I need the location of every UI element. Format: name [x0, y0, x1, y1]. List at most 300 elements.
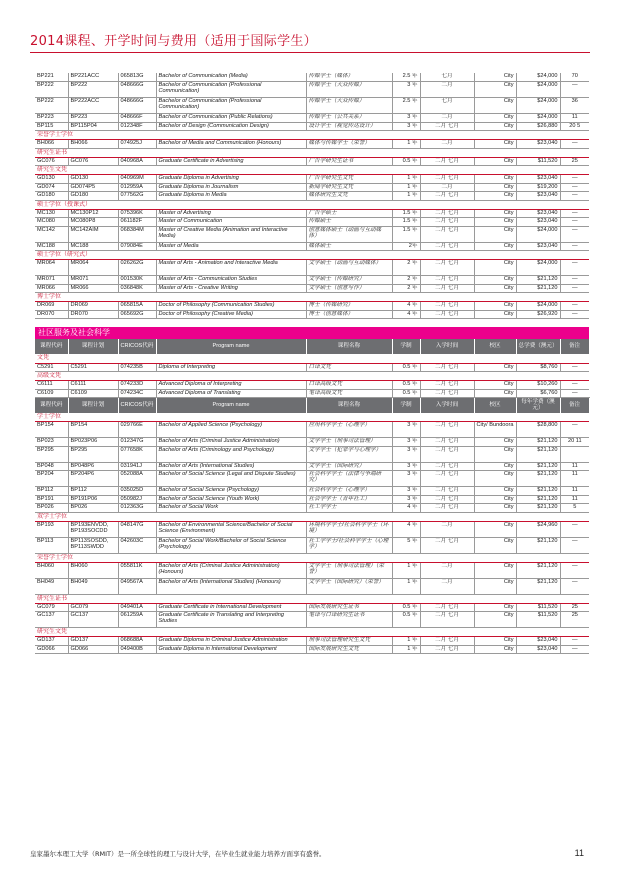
- cell-duration: 4 年: [392, 504, 420, 513]
- cell-program-name: Bachelor of Arts (Criminal Justice Administration) (Honours): [156, 562, 306, 578]
- cell-plan-code: MC080P8: [68, 218, 118, 227]
- cell-program-name-cn: 文学学士（国际研究）: [306, 462, 392, 471]
- cell-program-name: Bachelor of Social Science (Legal and Dispute Studies): [156, 471, 306, 487]
- cell-campus: City: [474, 98, 516, 114]
- cell-program-name-cn: 传媒学士（公共关系）: [306, 114, 392, 123]
- cell-course-code: MR064: [35, 260, 68, 276]
- cell-cricos-code: 074235B: [118, 363, 156, 372]
- cell-cricos-code: 026262G: [118, 260, 156, 276]
- level-heading-row: [35, 148, 589, 157]
- cell-program-name-cn: 广告学硕士: [306, 209, 392, 218]
- cell-plan-code: BP048P6: [68, 462, 118, 471]
- cell-campus: City: [474, 140, 516, 149]
- cell-fee: $21,120: [516, 276, 560, 285]
- level-heading-row: [35, 293, 589, 302]
- cell-program-name: Bachelor of Social Science (Psychology): [156, 487, 306, 496]
- cell-duration: 5 年: [392, 537, 420, 553]
- cell-course-code: BP295: [35, 446, 68, 462]
- cell-note: —: [560, 276, 589, 285]
- cell-course-code: BP113: [35, 537, 68, 553]
- cell-cricos-code: 065815A: [118, 302, 156, 311]
- cell-plan-code: GD074P5: [68, 183, 118, 192]
- cell-campus: City: [474, 73, 516, 82]
- cell-fee: $8,760: [516, 363, 560, 372]
- cell-duration: 3 年: [392, 462, 420, 471]
- cell-intake: 二月 七月: [420, 537, 474, 553]
- cell-fee: $23,040: [516, 175, 560, 184]
- col-header: 入学时间: [420, 398, 474, 413]
- cell-course-code: BP222: [35, 82, 68, 98]
- cell-duration: 3 年: [392, 438, 420, 447]
- table-row: [35, 487, 589, 496]
- cell-campus: City: [474, 438, 516, 447]
- col-header: 校区: [474, 339, 516, 354]
- cell-course-code: BP112: [35, 487, 68, 496]
- cell-program-name-cn: 笔译与口译研究生证书: [306, 612, 392, 628]
- cell-program-name: Master of Arts - Animation and Interactive Media: [156, 260, 306, 276]
- table-row: [35, 603, 589, 612]
- cell-cricos-code: 068384M: [118, 226, 156, 242]
- cell-program-name: Bachelor of Social Work: [156, 504, 306, 513]
- cell-duration: 3 年: [392, 446, 420, 462]
- cell-campus: City: [474, 276, 516, 285]
- course-table-media: [35, 73, 589, 319]
- cell-note: —: [560, 218, 589, 227]
- cell-intake: 二月 七月: [420, 157, 474, 166]
- cell-program-name: Bachelor of Communication (Professional Communication): [156, 82, 306, 98]
- cell-program-name-cn: 文学硕士（动画与互动媒体）: [306, 260, 392, 276]
- cell-intake: 二月 七月: [420, 462, 474, 471]
- cell-fee: $24,000: [516, 98, 560, 114]
- cell-program-name-cn: 博士（传媒研究）: [306, 302, 392, 311]
- col-header: CRICOS代码: [118, 398, 156, 413]
- level-heading: 荣誉学士学位: [35, 553, 589, 562]
- col-header: 课程名称: [306, 398, 392, 413]
- cell-duration: 0.5 年: [392, 612, 420, 628]
- cell-course-code: MR071: [35, 276, 68, 285]
- cell-campus: City: [474, 242, 516, 251]
- cell-duration: 3 年: [392, 422, 420, 438]
- cell-campus: City: [474, 603, 516, 612]
- cell-plan-code: BP193ENVDD, BP193SOCDD: [68, 521, 118, 537]
- cell-plan-code: GC137: [68, 612, 118, 628]
- cell-cricos-code: 074925J: [118, 140, 156, 149]
- cell-course-code: GC076: [35, 157, 68, 166]
- cell-campus: City: [474, 284, 516, 293]
- cell-duration: 1.5 年: [392, 226, 420, 242]
- cell-duration: 2.5 年: [392, 98, 420, 114]
- cell-intake: 二月 七月: [420, 495, 474, 504]
- level-heading-row: [35, 413, 589, 422]
- cell-fee: $24,000: [516, 82, 560, 98]
- cell-intake: 二月 七月: [420, 284, 474, 293]
- cell-fee: $23,040: [516, 242, 560, 251]
- cell-course-code: BP223: [35, 114, 68, 123]
- cell-duration: 0.5 年: [392, 389, 420, 398]
- cell-intake: 七月: [420, 98, 474, 114]
- cell-course-code: GD066: [35, 645, 68, 654]
- cell-course-code: GD180: [35, 192, 68, 201]
- cell-fee: $21,120: [516, 537, 560, 553]
- cell-note: [560, 446, 589, 462]
- cell-duration: 1 年: [392, 645, 420, 654]
- cell-intake: 二月 七月: [420, 603, 474, 612]
- cell-plan-code: BP223: [68, 114, 118, 123]
- cell-plan-code: MR066: [68, 284, 118, 293]
- cell-course-code: GC079: [35, 603, 68, 612]
- cell-intake: 二月: [420, 114, 474, 123]
- cell-program-name-cn: 社工学学士/社会科学学士（心理学）: [306, 537, 392, 553]
- cell-duration: 1 年: [392, 175, 420, 184]
- cell-fee: $23,040: [516, 192, 560, 201]
- cell-fee: $10,260: [516, 381, 560, 390]
- cell-duration: 1 年: [392, 192, 420, 201]
- cell-duration: 1.5 年: [392, 218, 420, 227]
- cell-duration: 3 年: [392, 471, 420, 487]
- cell-program-name-cn: 口译高级文凭: [306, 381, 392, 390]
- table-row: [35, 310, 589, 319]
- cell-cricos-code: 068688A: [118, 637, 156, 646]
- cell-fee: $28,800: [516, 422, 560, 438]
- cell-program-name-cn: 传媒学士（大众传媒）: [306, 82, 392, 98]
- table-header-row: [35, 339, 589, 354]
- cell-program-name-cn: 文学学士（刑事司法管理）: [306, 438, 392, 447]
- cell-program-name: Master of Arts - Creative Writing: [156, 284, 306, 293]
- cell-note: 36: [560, 98, 589, 114]
- cell-program-name: Graduate Certificate in International Development: [156, 603, 306, 612]
- cell-note: —: [560, 140, 589, 149]
- cell-duration: 3 年: [392, 495, 420, 504]
- level-heading-row: [35, 354, 589, 363]
- cell-cricos-code: 012347G: [118, 438, 156, 447]
- cell-campus: City: [474, 363, 516, 372]
- cell-note: —: [560, 578, 589, 594]
- cell-intake: 二月 七月: [420, 363, 474, 372]
- cell-note: —: [560, 363, 589, 372]
- cell-program-name: Bachelor of Design (Communication Design): [156, 122, 306, 131]
- table-row: [35, 218, 589, 227]
- cell-plan-code: BH066: [68, 140, 118, 149]
- cell-program-name-cn: 社会学学士（青年社工）: [306, 495, 392, 504]
- table-row: [35, 209, 589, 218]
- cell-plan-code: BP112: [68, 487, 118, 496]
- cell-fee: $24,000: [516, 114, 560, 123]
- cell-plan-code: DR070: [68, 310, 118, 319]
- cell-duration: 1 年: [392, 183, 420, 192]
- cell-cricos-code: 061259A: [118, 612, 156, 628]
- table-row: [35, 122, 589, 131]
- table-row: [35, 422, 589, 438]
- cell-fee: $26,880: [516, 122, 560, 131]
- cell-program-name-cn: 传媒学士（大众传媒）: [306, 98, 392, 114]
- level-heading-row: [35, 628, 589, 637]
- cell-course-code: C6111: [35, 381, 68, 390]
- cell-fee: $21,120: [516, 446, 560, 462]
- cell-program-name-cn: 刑事司法管理研究生文凭: [306, 637, 392, 646]
- cell-fee: $21,120: [516, 284, 560, 293]
- cell-note: —: [560, 645, 589, 654]
- cell-program-name: Bachelor of Arts (International Studies): [156, 462, 306, 471]
- cell-cricos-code: 042603C: [118, 537, 156, 553]
- table-body-diploma: [35, 354, 589, 398]
- cell-campus: City: [474, 157, 516, 166]
- cell-course-code: BH049: [35, 578, 68, 594]
- cell-campus: City: [474, 612, 516, 628]
- cell-program-name: Graduate Diploma in Advertising: [156, 175, 306, 184]
- cell-cricos-code: 061182F: [118, 218, 156, 227]
- table-row: [35, 226, 589, 242]
- cell-cricos-code: 049401A: [118, 603, 156, 612]
- table-row: [35, 363, 589, 372]
- cell-plan-code: GD137: [68, 637, 118, 646]
- cell-plan-code: GD066: [68, 645, 118, 654]
- cell-plan-code: GC076: [68, 157, 118, 166]
- cell-campus: City: [474, 537, 516, 553]
- cell-campus: City: [474, 504, 516, 513]
- cell-program-name-cn: 国际发展研究生文凭: [306, 645, 392, 654]
- cell-plan-code: MR071: [68, 276, 118, 285]
- cell-course-code: BP154: [35, 422, 68, 438]
- cell-intake: 二月 七月: [420, 226, 474, 242]
- level-heading-row: [35, 251, 589, 260]
- level-heading-row: [35, 200, 589, 209]
- col-header: 备注: [560, 339, 589, 354]
- cell-cricos-code: 012363G: [118, 504, 156, 513]
- cell-intake: 二月 七月: [420, 310, 474, 319]
- cell-course-code: BH060: [35, 562, 68, 578]
- cell-course-code: DR069: [35, 302, 68, 311]
- cell-intake: 二月 七月: [420, 122, 474, 131]
- cell-course-code: BP191: [35, 495, 68, 504]
- cell-note: —: [560, 209, 589, 218]
- cell-program-name: Doctor of Philosophy (Creative Media): [156, 310, 306, 319]
- table-row: [35, 175, 589, 184]
- cell-program-name-cn: 设计学士（视觉传达设计）: [306, 122, 392, 131]
- cell-note: 11: [560, 114, 589, 123]
- cell-program-name: Graduate Diploma in Media: [156, 192, 306, 201]
- cell-duration: 1.5 年: [392, 209, 420, 218]
- table-row: [35, 504, 589, 513]
- cell-program-name: Bachelor of Arts (Criminal Justice Administration): [156, 438, 306, 447]
- cell-program-name-cn: 新闻学研究生文凭: [306, 183, 392, 192]
- level-heading: 研究生文凭: [35, 628, 589, 637]
- cell-course-code: BP115: [35, 122, 68, 131]
- level-heading: 荣誉学士学位: [35, 131, 589, 140]
- cell-program-name: Graduate Certificate in Advertising: [156, 157, 306, 166]
- cell-duration: 3 年: [392, 114, 420, 123]
- cell-fee: $23,040: [516, 637, 560, 646]
- cell-program-name: Bachelor of Arts (Criminology and Psychology): [156, 446, 306, 462]
- cell-note: —: [560, 175, 589, 184]
- cell-course-code: MC188: [35, 242, 68, 251]
- cell-program-name: Bachelor of Communication (Professional Communication): [156, 98, 306, 114]
- cell-cricos-code: 079084E: [118, 242, 156, 251]
- table-row: [35, 537, 589, 553]
- cell-program-name: Master of Communication: [156, 218, 306, 227]
- cell-campus: City: [474, 82, 516, 98]
- cell-note: 11: [560, 462, 589, 471]
- cell-intake: 二月 七月: [420, 276, 474, 285]
- cell-program-name-cn: 传媒学士（媒体）: [306, 73, 392, 82]
- cell-plan-code: BP295: [68, 446, 118, 462]
- col-header: 每年学费（澳元）: [516, 398, 560, 413]
- level-heading-row: [35, 512, 589, 521]
- table-row: [35, 495, 589, 504]
- cell-intake: 二月 七月: [420, 389, 474, 398]
- cell-duration: 2 年: [392, 284, 420, 293]
- cell-note: —: [560, 521, 589, 537]
- cell-duration: 0.5 年: [392, 157, 420, 166]
- cell-intake: 二月 七月: [420, 302, 474, 311]
- cell-duration: 0.5 年: [392, 381, 420, 390]
- level-heading-row: [35, 372, 589, 381]
- cell-program-name-cn: 文学硕士（传媒研究）: [306, 276, 392, 285]
- cell-fee: $19,200: [516, 183, 560, 192]
- level-heading-row: [35, 553, 589, 562]
- table-row: [35, 192, 589, 201]
- col-header: 学制: [392, 398, 420, 413]
- cell-duration: 2.5 年: [392, 73, 420, 82]
- table-row: [35, 446, 589, 462]
- cell-campus: City: [474, 487, 516, 496]
- cell-program-name-cn: 文学硕士（创意写作）: [306, 284, 392, 293]
- cell-campus: City: [474, 562, 516, 578]
- table-row: [35, 242, 589, 251]
- cell-duration: 3 年: [392, 487, 420, 496]
- col-header: 入学时间: [420, 339, 474, 354]
- cell-cricos-code: 048666F: [118, 114, 156, 123]
- table-row: [35, 82, 589, 98]
- cell-note: 25: [560, 603, 589, 612]
- cell-course-code: MC130: [35, 209, 68, 218]
- cell-fee: $24,000: [516, 302, 560, 311]
- cell-fee: $11,520: [516, 603, 560, 612]
- cell-program-name: Graduate Diploma in International Development: [156, 645, 306, 654]
- level-heading: 硕士学位（研究式）: [35, 251, 589, 260]
- cell-duration: 2 年: [392, 260, 420, 276]
- cell-intake: 二月: [420, 82, 474, 98]
- table-row: [35, 645, 589, 654]
- cell-note: —: [560, 389, 589, 398]
- cell-intake: 二月 七月: [420, 192, 474, 201]
- cell-program-name-cn: 广告学研究生证书: [306, 157, 392, 166]
- cell-program-name: Master of Media: [156, 242, 306, 251]
- cell-campus: City/ Bundoora: [474, 422, 516, 438]
- cell-intake: 二月 七月: [420, 612, 474, 628]
- table-row: [35, 302, 589, 311]
- cell-program-name: Graduate Diploma in Journalism: [156, 183, 306, 192]
- cell-note: —: [560, 422, 589, 438]
- table-row: [35, 140, 589, 149]
- table-row: [35, 114, 589, 123]
- table-row: [35, 471, 589, 487]
- cell-program-name-cn: 笔译高级文凭: [306, 389, 392, 398]
- cell-program-name: Graduate Diploma in Criminal Justice Administration: [156, 637, 306, 646]
- cell-note: —: [560, 192, 589, 201]
- cell-program-name: Bachelor of Applied Science (Psychology): [156, 422, 306, 438]
- table-row: [35, 183, 589, 192]
- cell-plan-code: C6109: [68, 389, 118, 398]
- cell-program-name-cn: 国际发展研究生证书: [306, 603, 392, 612]
- cell-course-code: GD130: [35, 175, 68, 184]
- cell-note: —: [560, 302, 589, 311]
- cell-fee: $23,040: [516, 218, 560, 227]
- cell-campus: City: [474, 218, 516, 227]
- cell-duration: 1 年: [392, 578, 420, 594]
- cell-fee: $26,920: [516, 310, 560, 319]
- cell-plan-code: GC079: [68, 603, 118, 612]
- cell-note: —: [560, 381, 589, 390]
- cell-plan-code: BP154: [68, 422, 118, 438]
- cell-fee: $21,120: [516, 495, 560, 504]
- cell-plan-code: DR069: [68, 302, 118, 311]
- cell-cricos-code: 048666G: [118, 82, 156, 98]
- table-row: [35, 98, 589, 114]
- cell-fee: $11,520: [516, 612, 560, 628]
- cell-campus: City: [474, 226, 516, 242]
- cell-fee: $24,000: [516, 226, 560, 242]
- col-header: 课程代码: [35, 398, 68, 413]
- cell-fee: $21,120: [516, 578, 560, 594]
- cell-cricos-code: 065692G: [118, 310, 156, 319]
- table-row: [35, 612, 589, 628]
- cell-fee: $24,960: [516, 521, 560, 537]
- level-heading: 研究生证书: [35, 594, 589, 603]
- cell-program-name-cn: 媒体与传媒学士（荣誉）: [306, 140, 392, 149]
- cell-note: 5: [560, 504, 589, 513]
- col-header: Program name: [156, 398, 306, 413]
- cell-cricos-code: 074234C: [118, 389, 156, 398]
- cell-program-name-cn: 文学学士（国际研究）（荣誉）: [306, 578, 392, 594]
- cell-cricos-code: 077658K: [118, 446, 156, 462]
- col-header: 课程计划: [68, 398, 118, 413]
- cell-campus: City: [474, 260, 516, 276]
- cell-intake: 二月: [420, 521, 474, 537]
- cell-course-code: GD074: [35, 183, 68, 192]
- section-title: 社区服务及社会科学: [35, 327, 589, 339]
- cell-program-name-cn: 媒体研究生文凭: [306, 192, 392, 201]
- cell-fee: $11,520: [516, 157, 560, 166]
- cell-program-name: Master of Creative Media (Animation and Interactive Media): [156, 226, 306, 242]
- cell-plan-code: BP023P06: [68, 438, 118, 447]
- level-heading-row: [35, 594, 589, 603]
- cell-program-name: Bachelor of Communication (Public Relations): [156, 114, 306, 123]
- cell-program-name: Master of Arts - Communication Studies: [156, 276, 306, 285]
- cell-intake: 二月 七月: [420, 645, 474, 654]
- page-footer: 皇家墨尔本理工大学（RMIT）是一所全球性的理工与设计大学，在毕业生就业能力培养方面享有盛誉。: [30, 850, 326, 858]
- course-tables: [35, 73, 589, 654]
- cell-intake: 二月 七月: [420, 438, 474, 447]
- cell-campus: City: [474, 175, 516, 184]
- table-row: [35, 462, 589, 471]
- cell-intake: 二月 七月: [420, 242, 474, 251]
- cell-campus: City: [474, 310, 516, 319]
- cell-note: 25: [560, 157, 589, 166]
- level-heading-row: [35, 166, 589, 175]
- cell-plan-code: GD130: [68, 175, 118, 184]
- cell-cricos-code: 035025D: [118, 487, 156, 496]
- table-body-degrees: [35, 413, 589, 654]
- cell-note: 20 5: [560, 122, 589, 131]
- cell-intake: 二月 七月: [420, 471, 474, 487]
- cell-program-name: Bachelor of Social Science (Youth Work): [156, 495, 306, 504]
- cell-campus: City: [474, 471, 516, 487]
- cell-campus: City: [474, 578, 516, 594]
- level-heading: 双学士学位: [35, 512, 589, 521]
- col-header: CRICOS代码: [118, 339, 156, 354]
- cell-fee: $21,120: [516, 487, 560, 496]
- cell-note: —: [560, 183, 589, 192]
